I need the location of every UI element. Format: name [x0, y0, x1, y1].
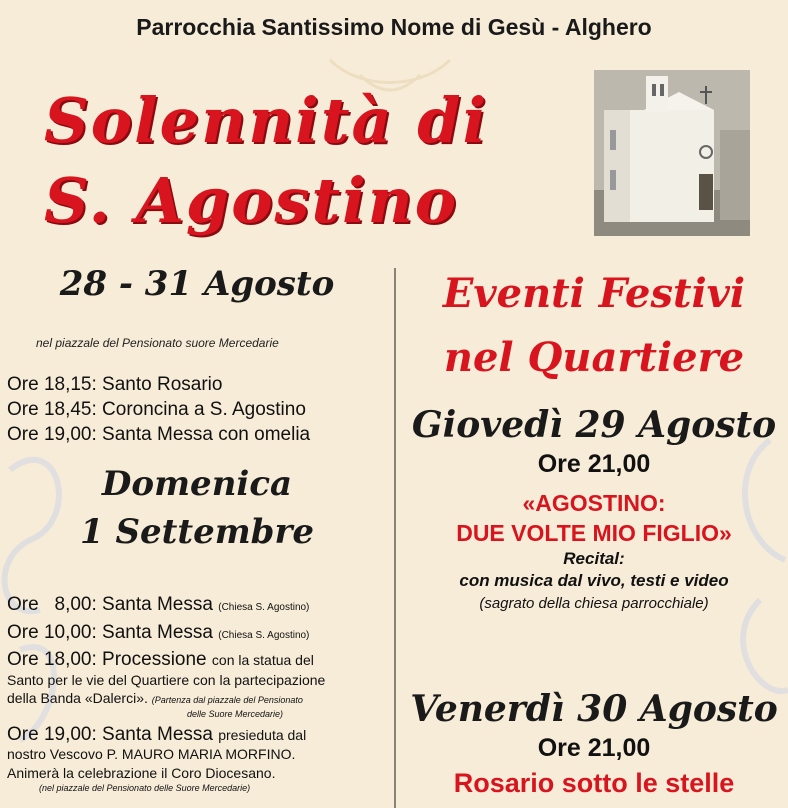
schedule-item [7, 620, 395, 648]
events-heading-line-1: Eventi Festivi [442, 270, 746, 317]
event-title: Rosario sotto le stelle [453, 768, 735, 798]
title-line-2: S. Agostino [44, 164, 459, 237]
schedule-time: Ore 10,00: Santa Messa [7, 622, 213, 643]
parish-name: Parrocchia Santissimo Nome di Gesù - Alghero [136, 14, 652, 40]
schedule-text: Animerà la celebrazione il Coro Diocesano. [7, 765, 276, 781]
schedule-item: Ore 19,00: Santa Messa con omelia [7, 424, 311, 445]
event-thursday [400, 402, 788, 616]
dates-heading: 28 - 31 Agosto [59, 264, 335, 304]
event-time: Ore 21,00 [537, 734, 651, 762]
event-friday [400, 686, 788, 802]
event-title: DUE VOLTE MIO FIGLIO» [456, 520, 732, 546]
schedule-time: Ore 19,00: Santa Messa [7, 724, 213, 745]
schedule-note: (Chiesa S. Agostino) [218, 602, 310, 613]
schedule-time: Ore 18,00: Processione [7, 649, 207, 670]
event-desc: Recital: [563, 549, 625, 568]
sunday-heading-line-1: Domenica [101, 464, 293, 504]
schedule-time: Ore 8,00: Santa Messa [7, 594, 213, 615]
title-line-1: Solennità di [44, 84, 489, 157]
event-day: Giovedì 29 Agosto [411, 404, 777, 446]
schedule-note: (Partenza dal piazzale del Pensionato [151, 695, 303, 705]
schedule-text: Santo per le vie del Quartiere con la partecipazione [7, 672, 326, 688]
events-heading-line-2: nel Quartiere [443, 334, 745, 381]
schedule-item [7, 650, 395, 720]
sunday-schedule [7, 592, 395, 794]
event-day: Venerdì 30 Agosto [410, 688, 778, 730]
event-place: (sagrato della chiesa parrocchiale) [479, 595, 709, 612]
schedule-item: Ore 18,45: Coroncina a S. Agostino [7, 399, 306, 420]
schedule-note: (Chiesa S. Agostino) [218, 630, 310, 641]
events-heading [400, 262, 788, 390]
sunday-heading-line-2: 1 Settembre [79, 512, 314, 552]
event-time: Ore 21,00 [537, 450, 651, 478]
schedule-text: presieduta dal [218, 727, 307, 743]
schedule-text: con la statua del [211, 652, 314, 668]
schedule-text: della Banda «Dalerci». [7, 690, 148, 706]
church-photo [594, 70, 750, 236]
sunday-heading [0, 460, 394, 556]
event-desc: con musica dal vivo, testi e video [459, 571, 729, 590]
schedule-item: Ore 18,15: Santo Rosario [7, 374, 223, 395]
schedule-note: delle Suore Mercedarie) [187, 709, 284, 719]
event-title: «AGOSTINO: [522, 490, 666, 516]
schedule-item [7, 725, 395, 794]
location-note: nel piazzale del Pensionato suore Mercedarie [36, 336, 279, 350]
schedule-text: nostro Vescovo P. MAURO MARIA MORFINO. [7, 746, 296, 762]
schedule-item [7, 592, 395, 620]
daily-schedule [7, 372, 310, 447]
schedule-note: (nel piazzale del Pensionato delle Suore Mercedarie) [39, 783, 251, 793]
